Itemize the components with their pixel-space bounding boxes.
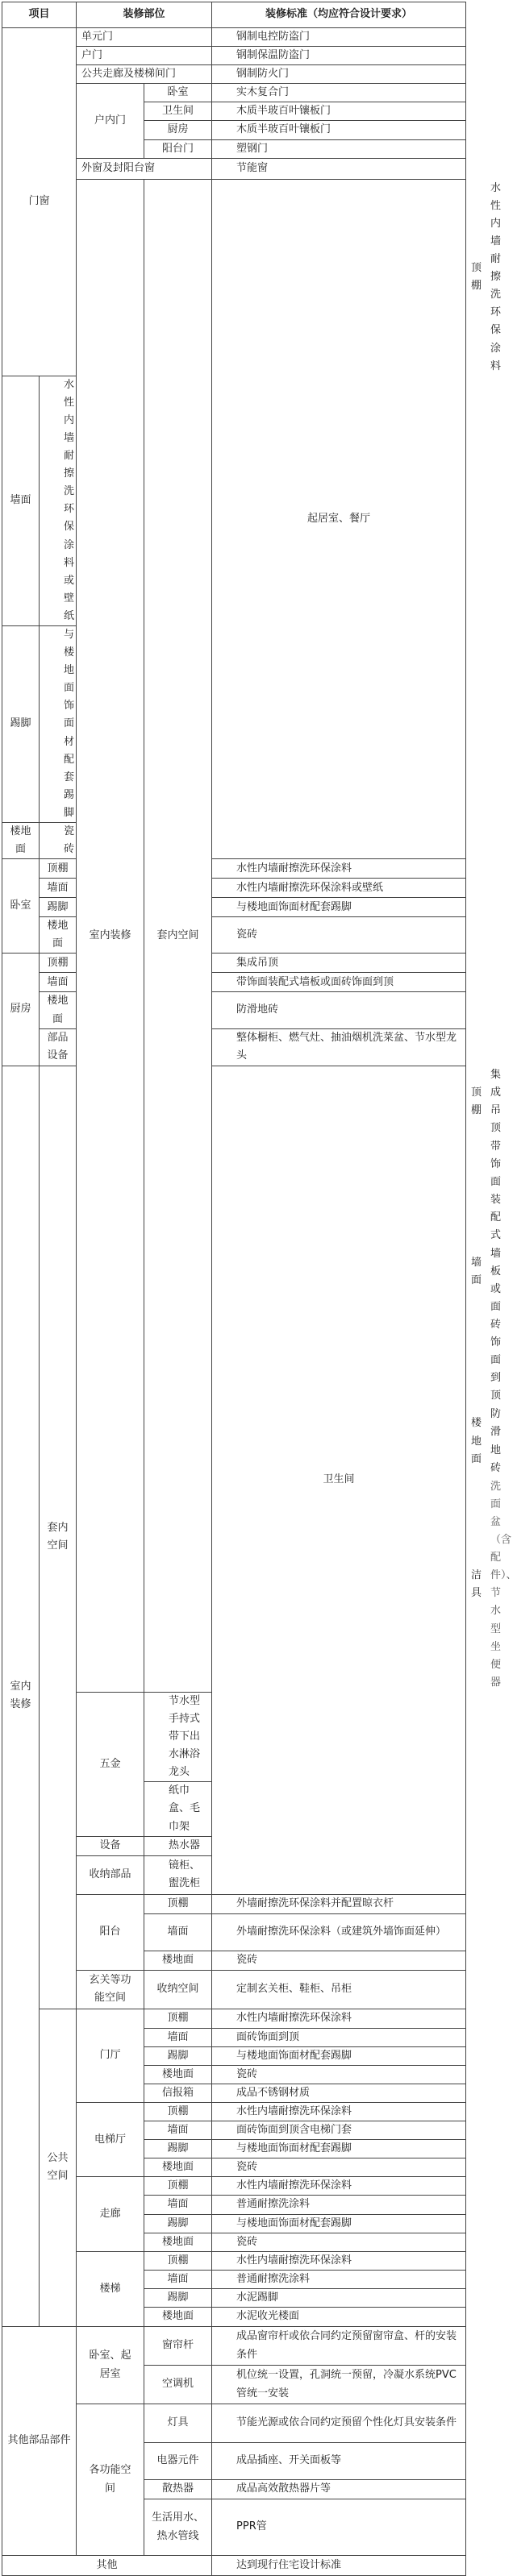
table-row: [2, 2327, 466, 2366]
item-cell: 楼地面: [2, 823, 40, 859]
item-cell: 踢脚: [144, 2046, 212, 2065]
standard-cell: 节能光源或依合同约定预留个性化灯具安装条件: [212, 2404, 466, 2443]
standard-cell: 镜柜、盥洗柜: [144, 1855, 212, 1894]
room-corridor: 走廊: [77, 2177, 144, 2251]
standard-cell: 瓷砖: [212, 2233, 466, 2251]
standard-cell: 水泥踢脚: [212, 2288, 466, 2307]
item-cell: 散热器: [144, 2480, 212, 2499]
standard-cell: 与楼地面饰面材配套踢脚: [212, 2214, 466, 2233]
standard-cell: 瓷砖: [40, 823, 77, 859]
standard-cell: 与楼地面饰面材配套踢脚: [40, 626, 77, 823]
item-cell: 顶棚: [144, 2103, 212, 2121]
table-row: [2, 1028, 466, 1066]
room-entry: 玄关等功能空间: [77, 1970, 144, 2009]
table-row: [2, 917, 466, 954]
item-cell: 踢脚: [144, 2214, 212, 2233]
room-living: 起居室、餐厅: [212, 179, 466, 859]
item-cell: 踢脚: [144, 2140, 212, 2158]
item-cell: 顶棚: [144, 1894, 212, 1913]
item-cell: 信报箱: [144, 2084, 212, 2102]
part-cell: 卧室: [144, 84, 212, 102]
standard-cell: 水性内墙耐擦洗环保涂料或壁纸: [212, 879, 466, 898]
item-cell: 墙面: [144, 2121, 212, 2140]
standard-cell: 面砖饰面到顶: [212, 2028, 466, 2046]
standard-cell: 钢制电控防盗门: [212, 28, 466, 47]
decoration-standard-table: [2, 2, 517, 2576]
room-elevator-hall: 电梯厅: [77, 2103, 144, 2177]
part-cell: 阳台门: [144, 139, 212, 158]
item-cell: 顶棚: [144, 2251, 212, 2270]
item-cell: 顶棚: [144, 2009, 212, 2028]
standard-cell: 节水型手持式带下出水淋浴龙头: [144, 1692, 212, 1781]
standard-cell: 整体橱柜、燃气灶、抽油烟机洗菜盆、节水型龙头: [212, 1028, 466, 1066]
item-cell: 楼地面: [40, 917, 77, 954]
item-cell: 五金: [77, 1692, 144, 1836]
table-row: [2, 859, 466, 879]
item-cell: 墙面: [40, 973, 77, 992]
table-row: 墙面 带饰面装配式墙板或面砖饰面到顶: [471, 1140, 502, 1402]
standard-cell: 成品插座、开关面板等: [212, 2443, 466, 2480]
standard-cell: 成品高效散热器片等: [212, 2480, 466, 2499]
standard-cell: 瓷砖: [212, 917, 466, 954]
item-cell: 楼地面: [144, 2065, 212, 2084]
standard-cell: 水性内墙耐擦洗环保涂料: [212, 2103, 466, 2121]
header-part: 装修部位: [77, 2, 212, 28]
category-other-parts: 其他部品部件: [2, 2327, 77, 2556]
standard-cell: 水性内墙耐擦洗环保涂料或壁纸: [40, 376, 77, 625]
item-cell: 设备: [77, 1836, 144, 1855]
item-cell: 顶棚: [144, 2177, 212, 2196]
item-cell: 楼地面: [144, 1951, 212, 1970]
item-cell: 灯具: [144, 2404, 212, 2443]
standard-cell: 外墙耐擦洗环保涂料（或建筑外墙饰面延伸）: [212, 1913, 466, 1951]
table-row: [2, 2556, 466, 2576]
standard-cell: 成品窗帘杆或依合同约定预留窗帘盒、杆的安装条件: [212, 2327, 466, 2366]
standard-cell: 节能窗: [212, 158, 466, 179]
table-row: [2, 879, 466, 898]
room-bedroom: 卧室: [2, 859, 40, 954]
standard-cell: 钢制防火门: [212, 65, 466, 84]
item-cell: 部品设备: [40, 1028, 77, 1066]
standard-cell: 普通耐擦洗涂料: [212, 2270, 466, 2288]
part-cell: 厨房: [144, 121, 212, 139]
part-cell: 单元门: [77, 28, 212, 47]
standard-cell: 钢制保温防盗门: [212, 47, 466, 65]
subgroup-indoor-door: 户内门: [77, 84, 144, 158]
table-row: 室内装修 套内空间 卫生间 顶棚 集成吊顶: [2, 1066, 466, 1137]
standard-cell: 纸巾盒、毛巾架: [144, 1782, 212, 1836]
room-bed-living: 卧室、起居室: [77, 2327, 144, 2404]
standard-cell: 普通耐擦洗涂料: [212, 2196, 466, 2214]
item-cell: 墙面: [144, 1913, 212, 1951]
part-cell: 户门: [77, 47, 212, 65]
standard-cell: 外墙耐擦洗环保涂料并配置晾衣杆: [212, 1894, 466, 1913]
standard-cell: 木质半玻百叶镶板门: [212, 102, 466, 121]
standard-cell: 定制玄关柜、鞋柜、吊柜: [212, 1970, 466, 2009]
standard-cell: 瓷砖: [212, 2158, 466, 2177]
subcategory-public: 公共空间: [40, 2009, 77, 2326]
item-cell: 窗帘杆: [144, 2327, 212, 2366]
category-interior-2: 室内装修: [2, 1066, 40, 2326]
room-lobby: 门厅: [77, 2009, 144, 2102]
item-cell: 踢脚: [144, 2288, 212, 2307]
item-cell: 顶棚: [40, 859, 77, 879]
subcategory-suite-2: 套内空间: [40, 1066, 77, 2009]
standard-cell: 瓷砖: [212, 2065, 466, 2084]
standard-cell: 塑钢门: [212, 139, 466, 158]
item-cell: 踢脚: [2, 626, 40, 823]
item-cell: 墙面: [144, 2028, 212, 2046]
table-row: [2, 2009, 466, 2028]
standard-cell: 机位统一设置，孔洞统一预留，冷凝水系统PVC管统一安装: [212, 2366, 466, 2404]
item-cell: 踢脚: [40, 898, 77, 917]
item-cell: 楼地面: [144, 2233, 212, 2251]
part-cell: 外窗及封阳台窗: [77, 158, 212, 179]
header-project: 项目: [2, 2, 77, 28]
standard-cell: 与楼地面饰面材配套踢脚: [212, 898, 466, 917]
standard-cell: 木质半玻百叶镶板门: [212, 121, 466, 139]
standard-cell: 带饰面装配式墙板或面砖饰面到顶: [212, 973, 466, 992]
standard-cell: 面砖饰面到顶含电梯门套: [212, 2121, 466, 2140]
item-cell: 墙面: [144, 2270, 212, 2288]
subcategory-suite: 套内空间: [144, 179, 212, 1692]
header-row: [2, 2, 466, 28]
item-cell: 收纳空间: [144, 1970, 212, 2009]
table-row: [2, 992, 466, 1028]
item-cell: 生活用水、热水管线: [144, 2499, 212, 2556]
standard-cell: 集成吊顶: [212, 954, 466, 973]
category-doors: 门窗: [2, 28, 77, 376]
table-row: [2, 954, 466, 973]
room-stairs: 楼梯: [77, 2251, 144, 2326]
item-cell: 楼地面: [40, 992, 77, 1028]
item-cell: 墙面: [144, 2196, 212, 2214]
item-cell: 楼地面: [144, 2308, 212, 2327]
category-interior: 室内装修: [77, 179, 144, 1692]
room-balcony: 阳台: [77, 1894, 144, 1970]
standard-cell: 水泥收光楼面: [212, 2308, 466, 2327]
item-cell: 顶棚: [40, 954, 77, 973]
standard-cell: 水性内墙耐擦洗环保涂料: [212, 2009, 466, 2028]
table-row: [2, 973, 466, 992]
table-row: 洁具 洗面盆（含配件）、节水型坐便器: [471, 1480, 517, 1689]
item-cell: 电器元件: [144, 2443, 212, 2480]
standard-cell: 瓷砖: [212, 1951, 466, 1970]
standard-cell: 热水器: [144, 1836, 212, 1855]
standard-cell: 成品不锈钢材质: [212, 2084, 466, 2102]
room-kitchen: 厨房: [2, 954, 40, 1066]
room-functional-spaces: 各功能空间: [77, 2404, 144, 2556]
standard-cell: 与楼地面饰面材配套踢脚: [212, 2140, 466, 2158]
item-cell: 楼地面: [144, 2158, 212, 2177]
standard-cell: 水性内墙耐擦洗环保涂料: [212, 2177, 466, 2196]
part-cell: 卫生间: [144, 102, 212, 121]
standard-cell: 水性内墙耐擦洗环保涂料: [212, 859, 466, 879]
table-row: 楼地面 防滑地砖: [471, 1408, 502, 1474]
standard-cell: 水性内墙耐擦洗环保涂料: [212, 2251, 466, 2270]
standard-cell: 与楼地面饰面材配套踢脚: [212, 2046, 466, 2065]
table-row: [2, 898, 466, 917]
standard-cell: 防滑地砖: [212, 992, 466, 1028]
item-cell: 墙面: [40, 879, 77, 898]
table-row: [2, 28, 466, 47]
standard-cell: 实木复合门: [212, 84, 466, 102]
item-cell: 墙面: [2, 376, 40, 625]
item-cell: 空调机: [144, 2366, 212, 2404]
part-cell: 公共走廊及楼梯间门: [77, 65, 212, 84]
table-row: 室内装修 套内空间 起居室、餐厅 顶棚 水性内墙耐擦洗环保涂料: [2, 179, 466, 376]
room-bathroom: 卫生间: [212, 1066, 466, 1894]
item-cell: 收纳部品: [77, 1855, 144, 1894]
standard-cell: 达到现行住宅设计标准: [212, 2556, 466, 2576]
standard-cell: PPR管: [212, 2499, 466, 2556]
category-other: 其他: [2, 2556, 212, 2576]
header-standard: 装修标准（均应符合设计要求）: [212, 2, 466, 28]
